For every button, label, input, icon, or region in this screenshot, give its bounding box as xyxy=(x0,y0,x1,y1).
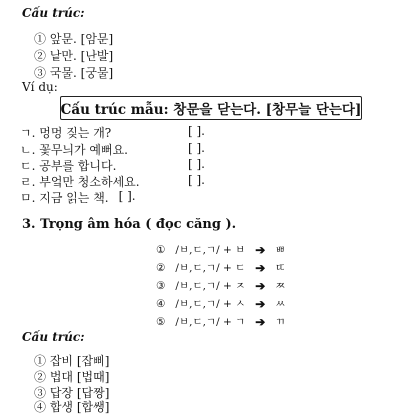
rule-row xyxy=(156,314,285,329)
list-item-text: 앞문. [암문] xyxy=(49,32,114,46)
exercise-text: ㄱ. 멍멍 짖는 개? xyxy=(20,126,112,140)
answer-bracket: [ ]. xyxy=(188,141,205,155)
list-item xyxy=(34,398,109,415)
rule-lhs: /ㅂ,ㄷ,ㄱ/ + ㅂ xyxy=(175,244,246,256)
list-item xyxy=(34,368,109,385)
exercise-row xyxy=(20,189,136,206)
list-item-text: 잡비 [잡삐] xyxy=(49,354,110,368)
circled-number: ③ xyxy=(156,279,166,292)
exercise-text: ㄹ. 부엌만 청소하세요. xyxy=(20,175,140,189)
answer-bracket: [ ]. xyxy=(188,173,205,187)
list-item-text: 답장 [답짱] xyxy=(49,386,110,400)
exercise-row xyxy=(20,141,205,158)
structure-title: Cấu trúc: xyxy=(22,330,85,344)
circled-number: ④ xyxy=(34,400,47,414)
circled-number: ① xyxy=(34,354,47,368)
rule-rhs: ㅆ xyxy=(275,298,286,310)
arrow-icon: ➔ xyxy=(255,278,266,293)
list-item xyxy=(34,47,113,64)
arrow-icon: ➔ xyxy=(255,314,266,329)
answer-bracket: [ ]. xyxy=(188,124,205,138)
rule-row xyxy=(156,296,285,311)
rule-rhs: ㄲ xyxy=(275,316,286,328)
rule-lhs: /ㅂ,ㄷ,ㄱ/ + ㅈ xyxy=(175,280,246,292)
circled-number: ② xyxy=(34,370,47,384)
circled-number: ① xyxy=(34,32,47,46)
exercise-row xyxy=(20,157,205,174)
rule-row xyxy=(156,242,285,257)
circled-number: ⑤ xyxy=(156,315,166,328)
circled-number: ③ xyxy=(34,66,47,80)
rule-lhs: /ㅂ,ㄷ,ㄱ/ + ㅅ xyxy=(175,298,246,310)
rule-row xyxy=(156,278,285,293)
rule-row xyxy=(156,260,285,275)
circled-number: ④ xyxy=(156,297,166,310)
rule-rhs: ㅉ xyxy=(275,280,286,292)
example-label: Ví dụ: xyxy=(22,80,58,94)
list-item xyxy=(34,64,113,81)
template-box: Cấu trúc mẫu: 창문을 닫는다. [창무늘 단는다] xyxy=(60,96,362,120)
circled-number: ③ xyxy=(34,386,47,400)
arrow-icon: ➔ xyxy=(255,296,266,311)
answer-bracket: [ ]. xyxy=(188,157,205,171)
section-heading: 3. Trọng âm hóa ( đọc căng ). xyxy=(22,217,237,232)
exercise-text: ㄴ. 꽃무늬가 예뻐요. xyxy=(20,143,128,157)
list-item xyxy=(34,352,109,369)
exercise-text: ㄷ. 공부를 합니다. xyxy=(20,159,117,173)
structure-title: Cấu trúc: xyxy=(22,6,85,20)
list-item-text: 합생 [합쌩] xyxy=(49,400,110,414)
list-item xyxy=(34,30,113,47)
arrow-icon: ➔ xyxy=(255,260,266,275)
circled-number: ① xyxy=(156,243,166,256)
list-item-text: 국물. [궁물] xyxy=(49,66,114,80)
rule-lhs: /ㅂ,ㄷ,ㄱ/ + ㄱ xyxy=(175,316,246,328)
rule-lhs: /ㅂ,ㄷ,ㄱ/ + ㄷ xyxy=(175,262,246,274)
circled-number: ② xyxy=(156,261,166,274)
arrow-icon: ➔ xyxy=(255,242,266,257)
rule-rhs: ㅃ xyxy=(275,244,286,256)
rule-rhs: ㄸ xyxy=(275,262,286,274)
circled-number: ② xyxy=(34,49,47,63)
list-item-text: 낱만. [난발] xyxy=(49,49,114,63)
exercise-text: ㅁ. 지금 읽는 책. xyxy=(20,191,109,205)
exercise-row xyxy=(20,173,205,190)
exercise-row xyxy=(20,124,205,141)
answer-bracket: [ ]. xyxy=(118,189,136,203)
list-item-text: 법대 [법때] xyxy=(49,370,110,384)
